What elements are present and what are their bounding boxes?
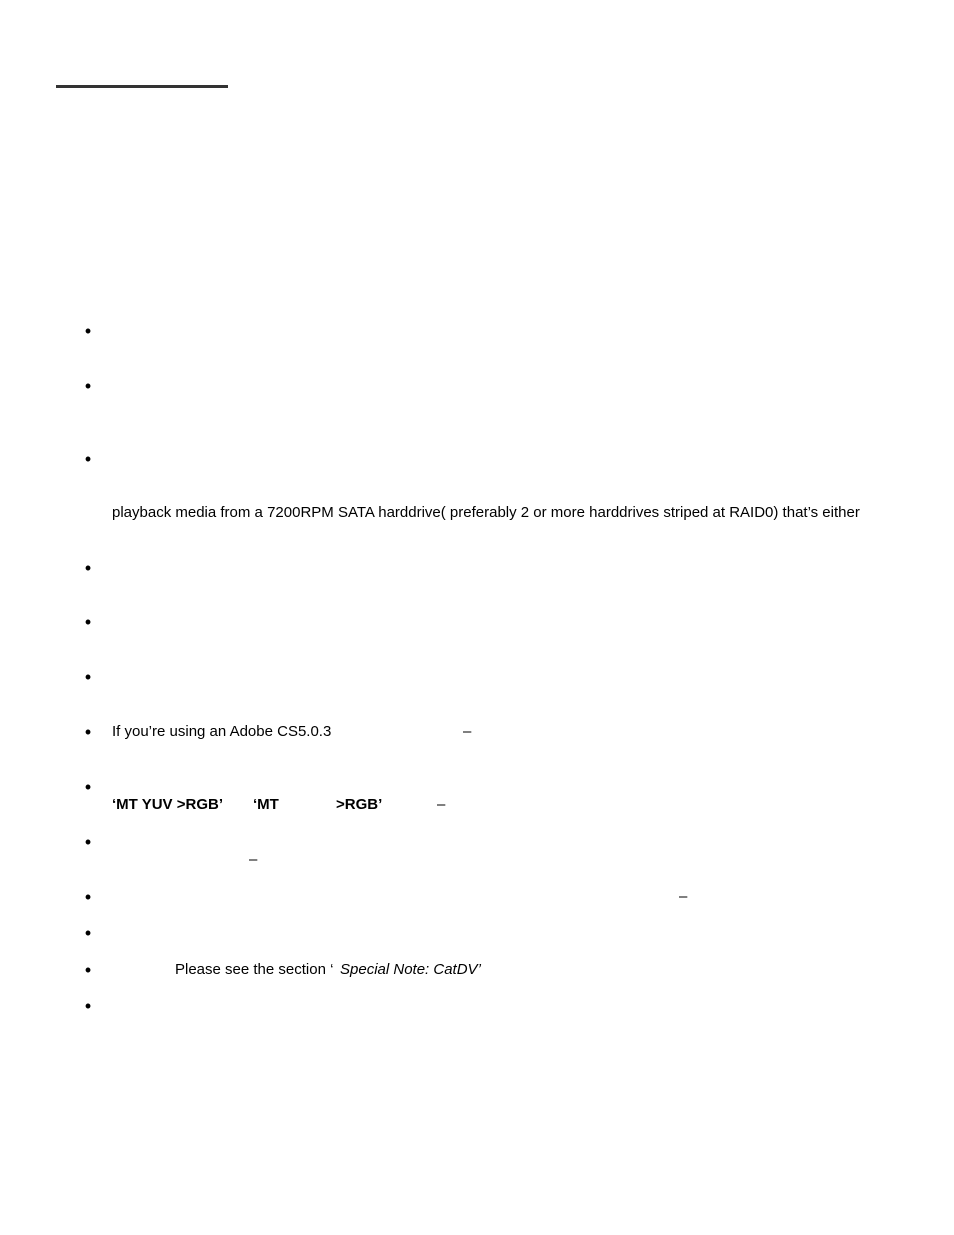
list-bullet: • — [84, 832, 92, 852]
dash: – — [679, 888, 688, 905]
list-bullet: • — [84, 449, 92, 469]
mt-yuv-rgb-label: ‘MT YUV >RGB’ — [112, 796, 223, 813]
mt-label: ‘MT — [253, 796, 279, 813]
dash: – — [249, 851, 258, 868]
playback-media-line: playback media from a 7200RPM SATA harddrive( preferably 2 or more harddrives striped at RAID0) that’s either — [112, 504, 860, 521]
list-bullet: • — [84, 612, 92, 632]
list-bullet: • — [84, 996, 92, 1016]
list-bullet: • — [84, 667, 92, 687]
dash: – — [463, 723, 472, 740]
dash: – — [437, 796, 446, 813]
list-bullet: • — [84, 923, 92, 943]
adobe-cs-line: If you’re using an Adobe CS5.0.3 — [112, 723, 332, 740]
header-rule — [56, 85, 228, 88]
list-bullet: • — [84, 777, 92, 797]
list-bullet: • — [84, 321, 92, 341]
list-bullet: • — [84, 960, 92, 980]
special-note-link-text: Special Note: CatDV’ — [340, 961, 481, 978]
rgb-label: >RGB’ — [336, 796, 383, 813]
see-section-text: Please see the section ‘ — [175, 961, 334, 978]
list-bullet: • — [84, 376, 92, 396]
list-bullet: • — [84, 887, 92, 907]
list-bullet: • — [84, 558, 92, 578]
list-bullet: • — [84, 722, 92, 742]
